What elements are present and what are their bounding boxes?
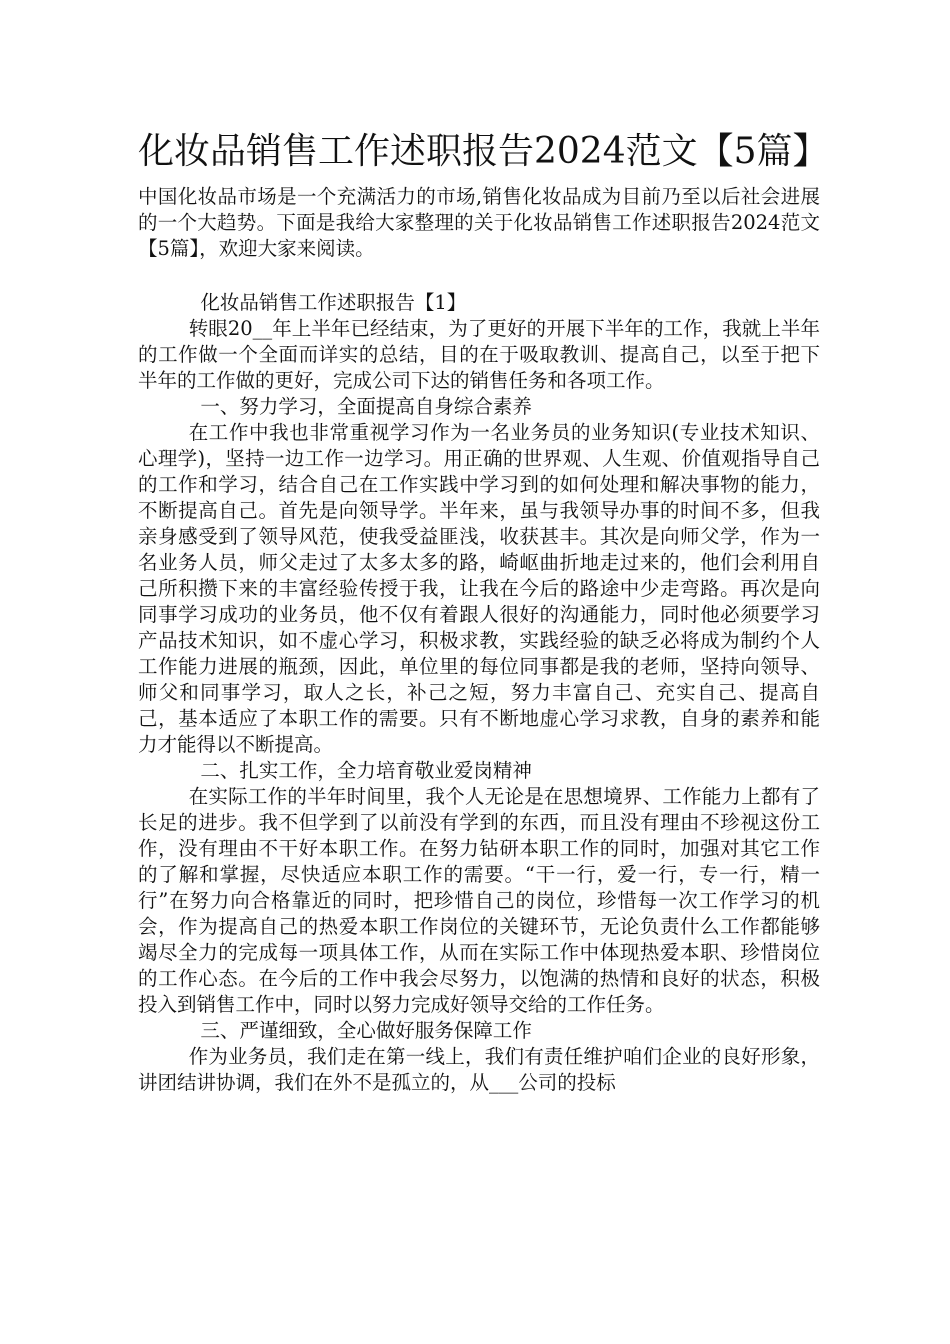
section-title: 化妆品销售工作述职报告【1】 (200, 291, 467, 314)
intro-paragraph: 中国化妆品市场是一个充满活力的市场,销售化妆品成为目前乃至以后社会进展的一个大趋势。下面是我给大家整理的关于化妆品销售工作述职报告2024范文【5篇】，欢迎大家来阅读。 (138, 185, 820, 260)
blank-line (138, 262, 820, 290)
document-title: 化妆品销售工作述职报告2024范文【5篇】 (138, 131, 829, 172)
document-page (138, 128, 829, 1096)
heading-1: 一、努力学习，全面提高自身综合素养 (200, 395, 532, 418)
heading-2: 二、扎实工作，全力培育敬业爱岗精神 (200, 759, 532, 782)
body-paragraph-3: 在实际工作的半年时间里，我个人无论是在思想境界、工作能力上都有了长足的进步。我不但学到了以前没有学到的东西，而且没有理由不珍视这份工作，没有理由不干好本职工作。在努力钻研本职工作的同时，加强对其它工作的了解和掌握，尽快适应本职工作的需要。“干一行，爱一行，专一行，精一行”在努力向合格靠近的同时，把珍惜自己的岗位，珍惜每一次工作学习的机会，作为提高自己的热爱本职工作岗位的关键环节，无论负责什么工作都能够竭尽全力的完成每一项具体工作，从而在实际工作中体现热爱本职、珍惜岗位的工作心态。在今后的工作中我会尽努力，以饱满的热情和良好的状态，积极投入到销售工作中，同时以努力完成好领导交给的工作任务。 (138, 785, 820, 1016)
body-paragraph-1: 转眼20__年上半年已经结束，为了更好的开展下半年的工作，我就上半年的工作做一个全面而详实的总结，目的在于吸取教训、提高自己，以至于把下半年的工作做的更好，完成公司下达的销售任务和各项工作。 (138, 317, 820, 392)
body-paragraph-2: 在工作中我也非常重视学习作为一名业务员的业务知识(专业技术知识、心理学)，坚持一边工作一边学习。用正确的世界观、人生观、价值观指导自己的工作和学习，结合自己在工作实践中学习到的如何处理和解决事物的能力，不断提高自己。首先是向领导学。半年来，虽与我领导办事的时间不多，但我亲身感受到了领导风范，使我受益匪浅，收获甚丰。其次是向师父学，作为一名业务人员，师父走过了太多太多的路，崎岖曲折地走过来的，他们会利用自己所积攒下来的丰富经验传授于我，让我在今后的路途中少走弯路。再次是向同事学习成功的业务员，他不仅有着跟人很好的沟通能力，同时他必须要学习产品技术知识，如不虚心学习，积极求教，实践经验的缺乏必将成为制约个人工作能力进展的瓶颈，因此，单位里的每位同事都是我的老师，坚持向领导、师父和同事学习，取人之长，补己之短，努力丰富自己、充实自己、提高自己，基本适应了本职工作的需要。只有不断地虚心学习求教，自身的素养和能力才能得以不断提高。 (138, 421, 820, 756)
body-paragraph-4: 作为业务员，我们走在第一线上，我们有责任维护咱们企业的良好形象，讲团结讲协调，我们在外不是孤立的，从___公司的投标 (138, 1045, 820, 1094)
heading-3: 三、严谨细致，全心做好服务保障工作 (200, 1019, 532, 1042)
